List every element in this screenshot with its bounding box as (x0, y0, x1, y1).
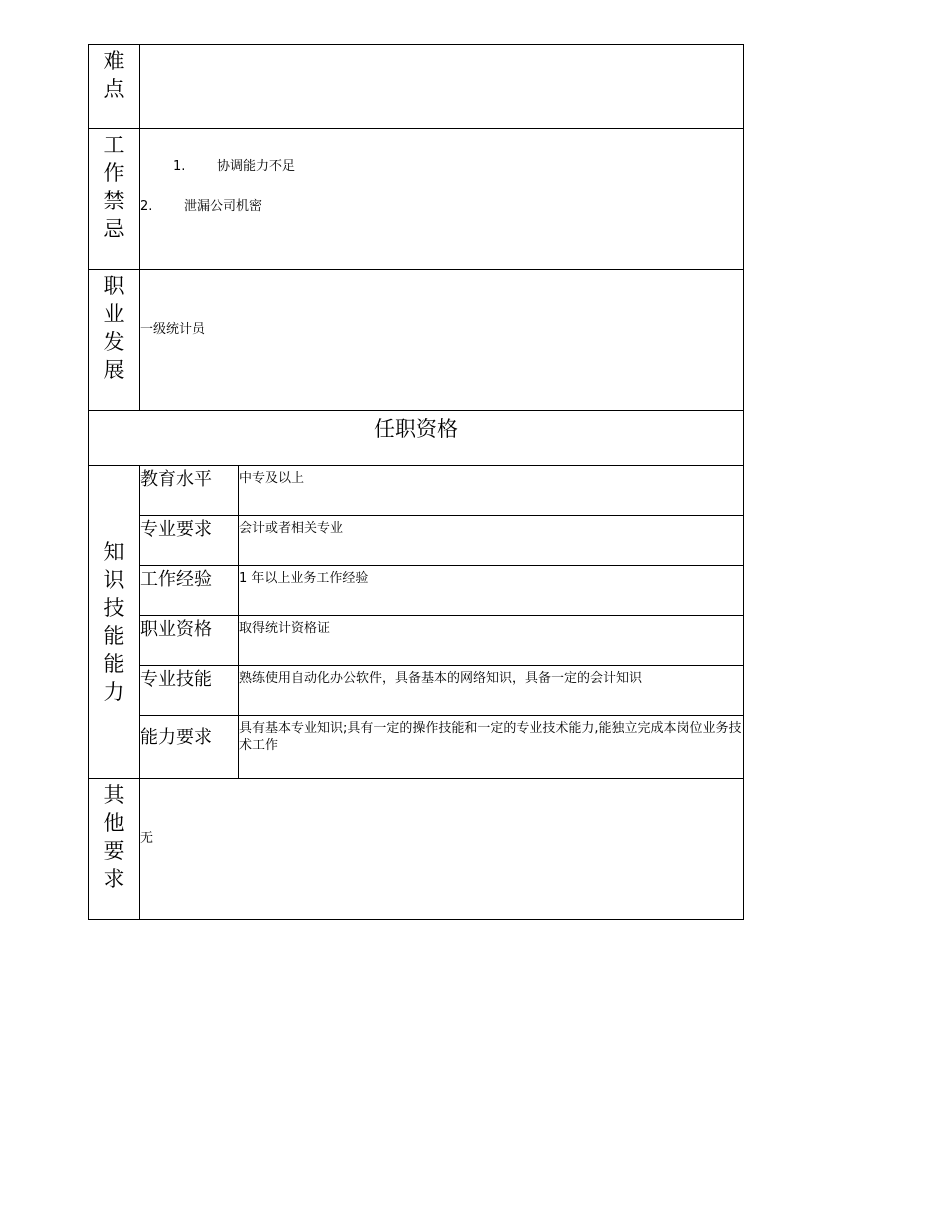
certification-label: 职业资格 (140, 616, 239, 666)
education-label: 教育水平 (140, 466, 239, 516)
major-value: 会计或者相关专业 (239, 516, 744, 566)
major-label: 专业要求 (140, 516, 239, 566)
experience-label: 工作经验 (140, 566, 239, 616)
career-content: 一级统计员 (140, 270, 744, 411)
qualification-row (89, 516, 744, 566)
knowledge-skill-label: 知 识 技 能 能 力 (89, 466, 140, 779)
difficulty-content (140, 45, 744, 129)
ability-value: 具有基本专业知识;具有一定的操作技能和一定的专业技术能力,能独立完成本岗位业务技术工作 (239, 716, 744, 779)
other-row (89, 779, 744, 920)
difficulty-label: 难 点 (89, 45, 140, 129)
certification-value: 取得统计资格证 (239, 616, 744, 666)
job-table (88, 44, 744, 920)
skills-value: 熟练使用自动化办公软件，具备基本的网络知识，具备一定的会计知识 (239, 666, 744, 716)
qualification-row (89, 616, 744, 666)
qualification-row (89, 666, 744, 716)
experience-value: 1 年以上业务工作经验 (239, 566, 744, 616)
qualifications-title-row (89, 411, 744, 466)
ability-label: 能力要求 (140, 716, 239, 779)
forbidden-content (140, 129, 744, 270)
career-label: 职 业 发 展 (89, 270, 140, 411)
difficulty-row (89, 45, 744, 129)
list-item: 1. 协调能力不足 (173, 159, 296, 174)
forbidden-label: 工 作 禁 忌 (89, 129, 140, 270)
qualifications-title: 任职资格 (89, 411, 744, 466)
other-content: 无 (140, 779, 744, 920)
qualification-row (89, 716, 744, 779)
job-description-sheet (88, 44, 744, 920)
career-row (89, 270, 744, 411)
education-value: 中专及以上 (239, 466, 744, 516)
skills-label: 专业技能 (140, 666, 239, 716)
forbidden-row (89, 129, 744, 270)
other-label: 其 他 要 求 (89, 779, 140, 920)
qualification-row (89, 466, 744, 516)
list-item: 2. 泄漏公司机密 (140, 199, 263, 214)
qualification-row (89, 566, 744, 616)
